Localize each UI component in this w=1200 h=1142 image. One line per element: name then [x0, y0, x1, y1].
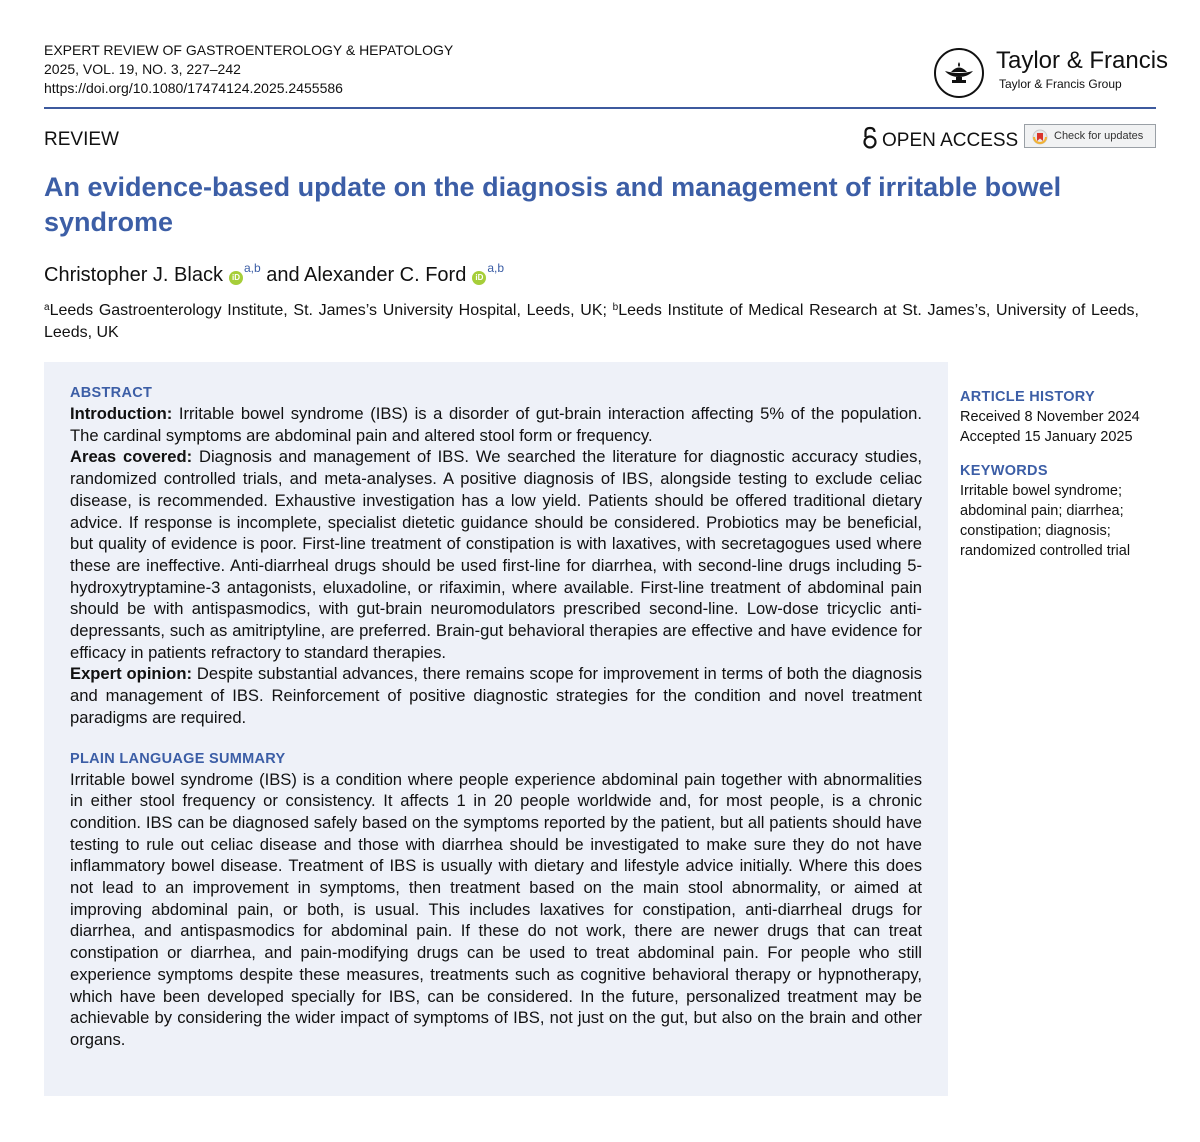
section-label: Expert opinion: [70, 664, 192, 684]
publisher-logo [934, 44, 1169, 104]
abstract-heading: ABSTRACT [70, 385, 153, 401]
article-title: An evidence-based update on the diagnosis and management of irritable bowel syndrome [44, 172, 1062, 237]
abstract-expert-opinion [70, 663, 922, 728]
publisher-name: Taylor & Francis [996, 47, 1169, 74]
open-access-badge [862, 126, 1018, 152]
open-access-label: OPEN ACCESS [882, 129, 1019, 151]
journal-name: EXPERT REVIEW OF GASTROENTEROLOGY & HEPATOLOGY [44, 42, 454, 58]
journal-header [44, 41, 453, 98]
doi-link[interactable]: https://doi.org/10.1080/17474124.2025.2455586 [44, 80, 343, 96]
section-label: Introduction: [70, 404, 173, 423]
check-for-updates-label: Check for updates [1054, 130, 1144, 142]
abstract-areas-covered [70, 446, 922, 663]
orcid-icon[interactable]: iD [472, 271, 486, 285]
keyword-line: abdominal pain; diarrhea; [960, 503, 1124, 519]
keyword-line: Irritable bowel syndrome; [960, 483, 1122, 499]
keyword-line: randomized controlled trial [960, 543, 1131, 559]
received-date: Received 8 November 2024 [960, 409, 1140, 425]
author-affiliation-marks: a,b [487, 261, 505, 275]
journal-issue: 2025, VOL. 19, NO. 3, 227–242 [44, 61, 241, 77]
affiliation-a: Leeds Gastroenterology Institute, St. James’s University Hospital, Leeds, UK; [49, 302, 613, 319]
section-label: Areas covered: [70, 447, 193, 467]
abstract-panel [44, 362, 948, 1096]
affiliations [44, 297, 1139, 344]
crossmark-icon [1031, 129, 1049, 145]
author-name[interactable]: Christopher J. Black [44, 264, 223, 286]
lamp-icon [934, 48, 984, 98]
keywords-heading: KEYWORDS [960, 463, 1048, 479]
section-text: Despite substantial advances, there remains scope for improvement in terms of both the diagnosis and management of IBS. Reinforcement of positive diagnostic strategies for the condition and novel treatment paradigms are required. [70, 664, 922, 727]
article-sidebar [960, 388, 1160, 561]
author-affiliation-marks: a,b [243, 261, 261, 275]
article-history-heading: ARTICLE HISTORY [960, 389, 1096, 405]
accepted-date: Accepted 15 January 2025 [960, 429, 1133, 445]
check-for-updates-button[interactable] [1024, 124, 1156, 148]
open-lock-icon [862, 126, 878, 155]
article-type: REVIEW [44, 129, 119, 150]
abstract-introduction [70, 403, 922, 446]
header-divider [44, 107, 1156, 109]
author-name[interactable]: Alexander C. Ford [304, 264, 467, 286]
orcid-icon[interactable]: iD [229, 271, 243, 285]
plain-summary-text: Irritable bowel syndrome (IBS) is a condition where people experience abdominal pain together with abnormalities in either stool frequency or consistency. It affects 1 in 20 people worldwide and, for most people, is a chronic condition. IBS can be diagnosed safely based on the symptoms reported by the patient, but all patients should have testing to rule out celiac disease and those with diarrhea should be investigated to make sure they do not have inflammatory bowel disease. Treatment of IBS is usually with dietary and lifestyle advice initially. Where this does not lead to an improvement in symptoms, then treatment based on the main stool abnormality, or aimed at improving abdominal pain, or both, is usual. This includes laxatives for constipation, anti-diarrheal drugs for diarrhea, and antispasmodics for abdominal pain. If these do not work, there are newer drugs that can treat constipation or diarrhea, and pain-modifying drugs can be used to treat abdominal pain. For people who still experience symptoms despite these measures, treatments such as cognitive behavioral therapy or hypnotherapy, which have been developed specially for IBS, can be considered. In the future, personalized treatment may be achievable by considering the wider impact of symptoms of IBS, not just on the gut, but also on the brain and other organs. [70, 769, 922, 1049]
section-text: Diagnosis and management of IBS. We searched the literature for diagnostic accuracy studies, randomized controlled trials, and meta-analyses. A positive diagnosis of IBS, alongside testing to exclude celiac disease, is recommended. Exhaustive investigation has a low yield. Patients should be offered traditional dietary advice. If response is incomplete, specialist dietetic guidance should be considered. Probiotics may be beneficial, but quality of evidence is poor. First-line treatment of constipation is with laxatives, with secretagogues used where these are ineffective. Anti-diarrheal drugs should be used first-line for diarrhea, with second-line drugs including 5-hydroxytryptamine-3 antagonists, eluxadoline, or rifaximin, where available. First-line treatment of abdominal pain should be with antispasmodics, with gut-brain neuromodulators prescribed second-line. Low-dose tricyclic anti-depressants, such as amitriptyline, are preferred. Brain-gut behavioral therapies are effective and have evidence for efficacy in patients refractory to standard therapies. [70, 447, 922, 662]
affiliation-mark: b [612, 302, 619, 313]
publisher-group: Taylor & Francis Group [999, 77, 1122, 91]
section-text: Irritable bowel syndrome (IBS) is a disorder of gut-brain interaction affecting 5% of the population. The cardinal symptoms are abdominal pain and altered stool form or frequency. [70, 404, 922, 445]
affiliation-mark: a [44, 302, 50, 313]
plain-summary-heading: PLAIN LANGUAGE SUMMARY [70, 750, 286, 767]
author-line [44, 254, 504, 289]
keyword-line: constipation; diagnosis; [960, 523, 1111, 539]
affiliation-b: Leeds Institute of Medical Research at St. James’s, University of Leeds, Leeds, UK [44, 302, 1140, 341]
author-joiner: and [266, 264, 300, 286]
